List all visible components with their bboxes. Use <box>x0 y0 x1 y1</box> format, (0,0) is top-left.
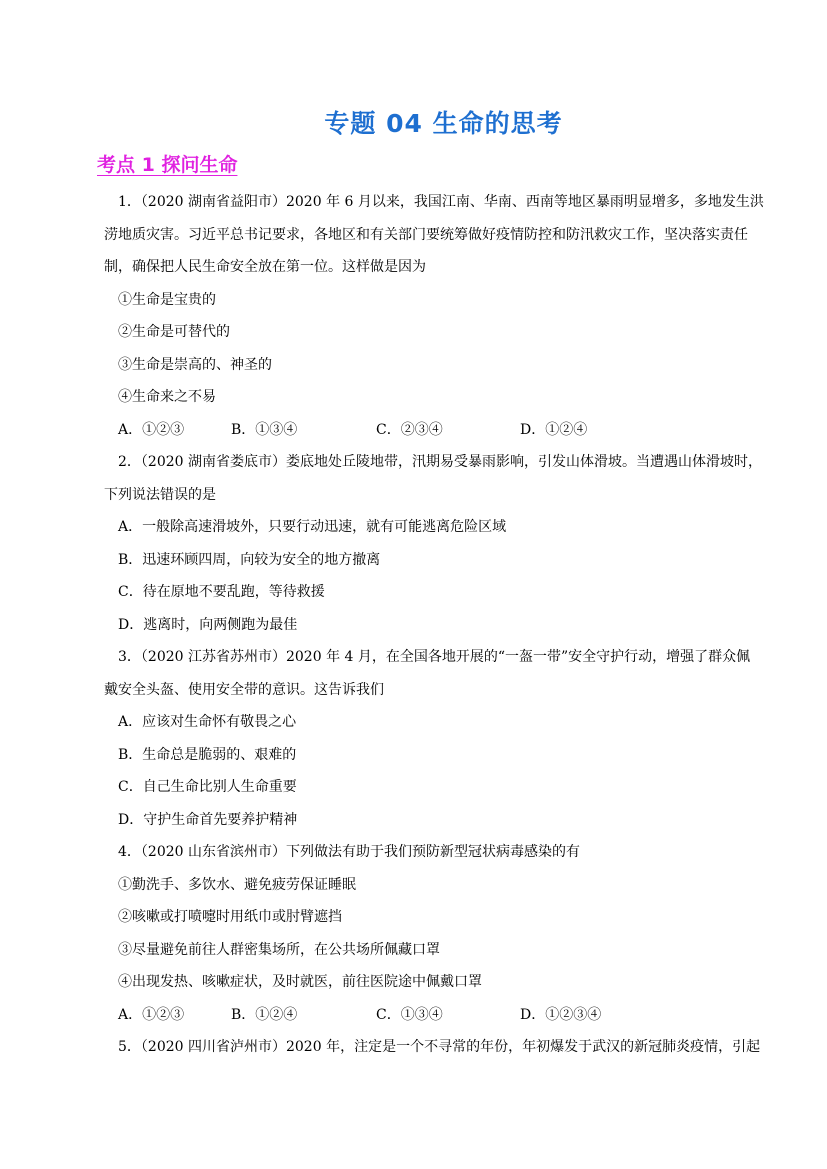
question-stem: 4．（2020 山东省滨州市）下列做法有助于我们预防新型冠状病毒感染的有 <box>118 844 580 860</box>
section-heading: 考点 1 探问生命 <box>97 154 238 176</box>
question-5 <box>104 1031 764 1064</box>
choice-a: A．①②③ <box>118 1006 185 1023</box>
statement-item: ①勤洗手、多饮水、避免疲劳保证睡眠 <box>118 876 356 893</box>
option-a: A．应该对生命怀有敬畏之心 <box>118 714 297 730</box>
choice-d: D．①②④ <box>520 421 588 438</box>
question-stem: 1．（2020 湖南省益阳市）2020 年 6 月以来，我国江南、华南、西南等地区暴雨明显增多，多地发生洪涝地质灾害。习近平总书记要求，各地区和有关部门要统筹做好疫情防控和防汛救灾工作，坚决落实责任制，确保把人民生命安全放在第一位。这样做是因为 <box>104 194 764 275</box>
question-2 <box>104 446 764 641</box>
choice-b: B．①②④ <box>231 1006 298 1023</box>
option-c: C．待在原地不要乱跑，等待救援 <box>118 584 325 600</box>
statement-item: ③尽量避免前往人群密集场所，在公共场所佩藏口罩 <box>118 941 440 958</box>
question-list <box>104 186 764 1064</box>
statement-item: ②咳嗽或打喷嚏时用纸巾或肘臂遮挡 <box>118 909 342 925</box>
option-b: B．迅速环顾四周，向较为安全的地方撤离 <box>118 551 381 568</box>
statement-item: ②生命是可替代的 <box>118 324 230 340</box>
question-4 <box>104 836 764 1031</box>
option-b: B．生命总是脆弱的、艰难的 <box>118 746 297 763</box>
answer-choices <box>104 999 764 1032</box>
question-stem: 3．（2020 江苏省苏州市）2020 年 4 月，在全国各地开展的“一盔一带”安全守护行动，增强了群众佩戴安全头盔、使用安全带的意识。这告诉我们 <box>104 649 751 698</box>
option-a: A．一般除高速滑坡外，只要行动迅速，就有可能逃离危险区域 <box>118 519 507 535</box>
statement-item: ④出现发热、咳嗽症状，及时就医，前往医院途中佩戴口罩 <box>118 974 482 990</box>
statement-item: ④生命来之不易 <box>118 389 216 405</box>
option-d: D．守护生命首先要养护精神 <box>118 811 298 828</box>
choice-c: C．②③④ <box>376 421 443 438</box>
question-stem: 2．（2020 湖南省娄底市）娄底地处丘陵地带，汛期易受暴雨影响，引发山体滑坡。当遭遇山体滑坡时，下列说法错误的是 <box>104 454 762 503</box>
question-3 <box>104 641 764 836</box>
choice-a: A．①②③ <box>118 421 185 438</box>
statement-item: ①生命是宝贵的 <box>118 291 216 308</box>
question-stem: 5．（2020 四川省泸州市）2020 年，注定是一个不寻常的年份，年初爆发于武汉的新冠肺炎疫情，引起 <box>118 1039 761 1055</box>
choice-b: B．①③④ <box>231 421 298 438</box>
option-d: D．逃离时，向两侧跑为最佳 <box>118 616 298 633</box>
option-c: C．自己生命比别人生命重要 <box>118 779 297 795</box>
choice-c: C．①③④ <box>376 1006 443 1023</box>
choice-d: D．①②③④ <box>520 1006 602 1023</box>
answer-choices <box>104 414 764 447</box>
page-title: 专题 04 生命的思考 <box>324 109 563 138</box>
statement-item: ③生命是崇高的、神圣的 <box>118 356 272 373</box>
question-1 <box>104 186 764 446</box>
